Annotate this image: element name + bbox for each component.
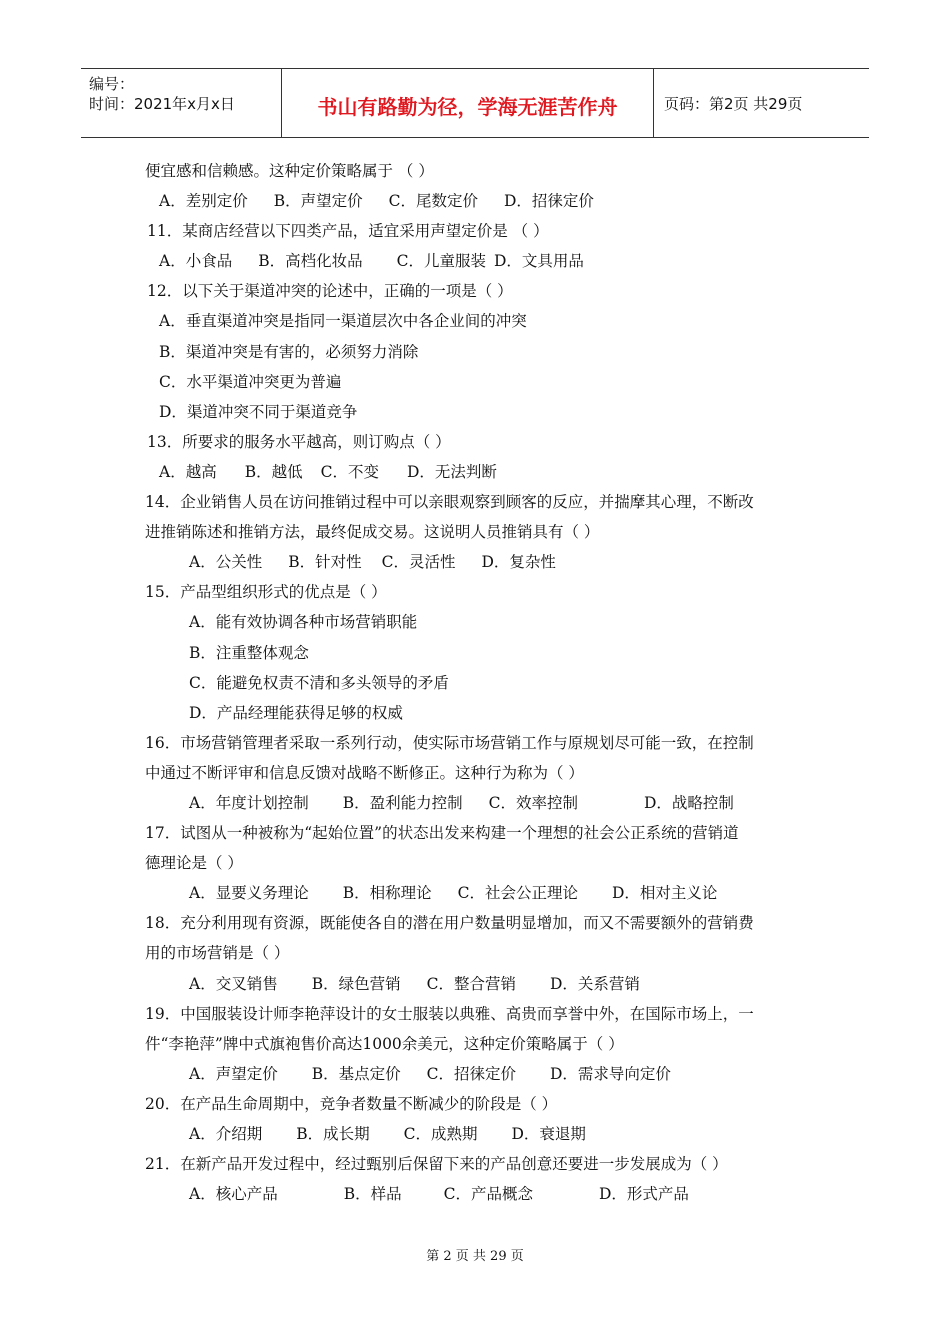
answer-option: A．交叉销售 (189, 974, 278, 993)
answer-options-row (145, 788, 805, 818)
answer-options-row (145, 969, 805, 999)
question-text-line: 便宜感和信赖感。这种定价策略属于 （ ） (145, 162, 434, 180)
answer-options-row (145, 878, 805, 908)
question-text-line: 20．在产品生命周期中，竞争者数量不断减少的阶段是（ ） (145, 1094, 558, 1113)
answer-options-row (145, 1179, 805, 1209)
question-text-line: 19．中国服装设计师李艳萍设计的女士服装以典雅、高贵而享誉中外，在国际市场上，一 (145, 1004, 754, 1023)
question-text-line: B．渠道冲突是有害的，必须努力消除 (159, 342, 419, 361)
question-text-line: 12．以下关于渠道冲突的论述中，正确的一项是（ ） (147, 282, 513, 301)
answer-option: A．声望定价 (189, 1064, 278, 1083)
answer-option: C．整合营销 (426, 974, 516, 993)
question-text-line: 德理论是（ ） (145, 854, 243, 873)
answer-option: D．形式产品 (598, 1185, 689, 1204)
header-left-cell (81, 69, 282, 137)
answer-option: C．产品概念 (443, 1185, 533, 1204)
question-text-line: 用的市场营销是（ ） (145, 944, 290, 963)
answer-option: C．灵活性 (381, 553, 456, 572)
answer-option: A．越高 (159, 462, 217, 481)
answer-option: B．成长期 (296, 1125, 370, 1143)
answer-option: D．需求导向定价 (549, 1064, 671, 1083)
answer-option: B．绿色营销 (311, 974, 401, 993)
header-page-info: 页码：第2页 共29页 (664, 95, 803, 113)
answer-option: C．尾数定价 (388, 192, 478, 211)
question-text-line: 13．所要求的服务水平越高，则订购点（ ） (147, 432, 451, 451)
page-header (81, 68, 869, 138)
answer-option: C．成熟期 (403, 1125, 478, 1143)
answer-options-row (145, 246, 805, 276)
code-label: 编号： (89, 75, 135, 93)
question-text-line: D．产品经理能获得足够的权威 (189, 703, 403, 722)
question-text-line: A．垂直渠道冲突是指同一渠道层次中各企业间的冲突 (159, 312, 527, 331)
question-text-line: 11．某商店经营以下四类产品，适宜采用声望定价是 （ ） (147, 222, 549, 241)
question-text-line: 件“李艳萍”牌中式旗袍售价高达1000余美元，这种定价策略属于（ ） (145, 1034, 624, 1053)
answer-option: D．复杂性 (481, 553, 556, 572)
question-text-line: B．注重整体观念 (189, 643, 309, 662)
question-text-line: C．能避免权责不清和多头领导的矛盾 (189, 673, 449, 692)
answer-option: A．差别定价 (159, 192, 248, 211)
header-right-cell (654, 69, 869, 137)
answer-option: C．社会公正理论 (457, 884, 578, 903)
answer-options-row (145, 186, 805, 216)
question-text-line: 15．产品型组织形式的优点是（ ） (145, 583, 387, 602)
answer-option: B．针对性 (288, 553, 362, 572)
question-text-line: A．能有效协调各种市场营销职能 (189, 613, 418, 632)
header-motto: 书山有路勤为径，学海无涯苦作舟 (317, 95, 618, 119)
answer-option: B．越低 (244, 462, 303, 481)
answer-option: D．招徕定价 (503, 192, 594, 211)
answer-option: B．盈利能力控制 (342, 793, 463, 812)
answer-option: D．衰退期 (511, 1125, 586, 1143)
answer-option: D．相对主义论 (611, 884, 718, 903)
answer-option: B．基点定价 (311, 1064, 401, 1083)
answer-options-row (145, 1059, 805, 1089)
answer-option: A．年度计划控制 (189, 793, 309, 812)
answer-option: D．无法判断 (406, 462, 497, 481)
answer-option: C．效率控制 (488, 793, 578, 812)
question-text-line: 进推销陈述和推销方法，最终促成交易。这说明人员推销具有（ ） (145, 523, 600, 542)
answer-options-row (145, 457, 805, 487)
question-content (145, 156, 805, 1209)
answer-option: C．招徕定价 (426, 1064, 516, 1083)
answer-option: C．儿童服装 (396, 252, 486, 271)
question-text-line: 21．在新产品开发过程中，经过甄别后保留下来的产品创意还要进一步发展成为（ ） (145, 1155, 728, 1174)
time-label: 时间：2021年x月x日 (89, 95, 235, 113)
question-text-line: 18．充分利用现有资源，既能使各自的潜在用户数量明显增加，而又不需要额外的营销费 (145, 914, 754, 933)
question-text-line: 14．企业销售人员在访问推销过程中可以亲眼观察到顾客的反应，并揣摩其心理，不断改 (145, 493, 754, 512)
answer-option: D．战略控制 (643, 793, 734, 812)
answer-option: A．小食品 (159, 252, 233, 271)
answer-option: C．不变 (320, 462, 379, 481)
answer-option: A．显要义务理论 (189, 884, 309, 903)
answer-option: B．相称理论 (342, 884, 432, 903)
answer-option: B．高档化妆品 (258, 252, 363, 271)
answer-option: A．公关性 (189, 553, 263, 572)
answer-option: B．样品 (343, 1185, 402, 1204)
question-text-line: D．渠道冲突不同于渠道竞争 (159, 402, 358, 421)
answer-option: D．关系营销 (549, 974, 640, 993)
answer-options-row (145, 547, 805, 577)
question-text-line: 中通过不断评审和信息反馈对战略不断修正。这种行为称为（ ） (145, 763, 584, 782)
question-text-line: C．水平渠道冲突更为普遍 (159, 372, 342, 391)
answer-options-row (145, 1119, 805, 1149)
answer-option: B．声望定价 (273, 192, 363, 211)
question-text-line: 16．市场营销管理者采取一系列行动，使实际市场营销工作与原规划尽可能一致，在控制 (145, 733, 754, 752)
page-footer: 第 2 页 共 29 页 (426, 1249, 524, 1264)
answer-option: A．核心产品 (189, 1185, 278, 1204)
answer-option: A．介绍期 (189, 1125, 263, 1143)
question-text-line: 17．试图从一种被称为“起始位置”的状态出发来构建一个理想的社会公正系统的营销道 (145, 824, 739, 843)
answer-option: D．文具用品 (493, 252, 584, 271)
header-middle-cell (282, 69, 654, 137)
